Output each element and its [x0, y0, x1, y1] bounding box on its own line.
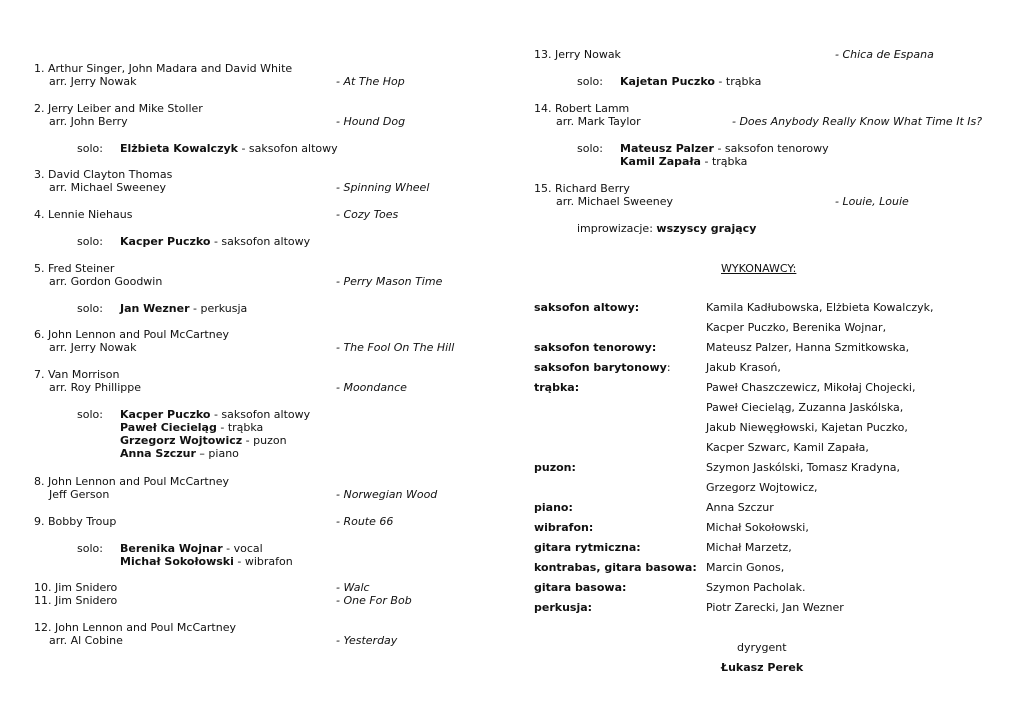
performer-instrument [534, 581, 626, 594]
soloist-name: Anna Szczur [120, 447, 196, 460]
program-item-composer: 6. John Lennon and Poul McCartney [34, 328, 229, 341]
performer-names: Grzegorz Wojtowicz, [706, 481, 818, 494]
soloist-instrument: - saksofon altowy [210, 408, 311, 421]
soloist-instrument: - saksofon tenorowy [713, 142, 829, 155]
program-item-title: - Chica de Espana [835, 48, 934, 61]
soloist-instrument: – piano [195, 447, 239, 460]
soloist-instrument: - puzon [242, 434, 287, 447]
performer-instrument [534, 381, 579, 394]
soloist-instrument: - perkusja [189, 302, 248, 315]
improvisation-line [577, 222, 756, 235]
solo-label: solo: [577, 75, 603, 88]
program-item-composer: 3. David Clayton Thomas [34, 168, 173, 181]
soloist-instrument: - trąbka [700, 155, 748, 168]
performer-instrument-name: saksofon barytonowy [534, 361, 667, 374]
performer-instrument [534, 521, 593, 534]
program-item-composer: 14. Robert Lamm [534, 102, 630, 115]
performer-instrument-suffix: : [666, 361, 671, 374]
soloist-entry [620, 75, 761, 88]
performer-instrument [534, 301, 639, 314]
program-item-composer: 9. Bobby Troup [34, 515, 117, 528]
conductor-name: Łukasz Perek [721, 661, 804, 674]
soloist-name: Kacper Puczko [120, 408, 211, 421]
soloist-entry [120, 421, 263, 434]
performer-instrument [534, 341, 656, 354]
solo-label: solo: [77, 302, 103, 315]
soloist-instrument: - wibrafon [233, 555, 293, 568]
soloist-entry [120, 434, 287, 447]
program-item-composer: 2. Jerry Leiber and Mike Stoller [34, 102, 203, 115]
program-item-composer: 5. Fred Steiner [34, 262, 115, 275]
program-item-arranger: arr. Michael Sweeney [49, 181, 166, 194]
performer-instrument-name: saksofon tenorowy: [534, 341, 657, 354]
program-item-composer: 8. John Lennon and Poul McCartney [34, 475, 229, 488]
program-item-title: - Norwegian Wood [336, 488, 438, 501]
performer-instrument [534, 561, 697, 574]
soloist-instrument: - trąbka [216, 421, 264, 434]
performer-names: Kamila Kadłubowska, Elżbieta Kowalczyk, [706, 301, 934, 314]
soloist-name: Berenika Wojnar [120, 542, 223, 555]
improv-label: improwizacje: [577, 222, 657, 235]
solo-label: solo: [577, 142, 603, 155]
soloist-name: Elżbieta Kowalczyk [120, 142, 238, 155]
conductor-label: dyrygent [737, 641, 787, 654]
soloist-entry [120, 447, 239, 460]
soloist-entry [120, 542, 263, 555]
performer-names: Marcin Gonos, [706, 561, 785, 574]
solo-label: solo: [77, 235, 103, 248]
performer-names: Piotr Zarecki, Jan Wezner [706, 601, 844, 614]
performer-names: Jakub Niewęgłowski, Kajetan Puczko, [706, 421, 908, 434]
soloist-name: Grzegorz Wojtowicz [120, 434, 243, 447]
performer-instrument-name: saksofon altowy: [534, 301, 640, 314]
program-item-title: - Hound Dog [336, 115, 406, 128]
performer-names: Kacper Puczko, Berenika Wojnar, [706, 321, 887, 334]
performer-names: Paweł Ciecieląg, Zuzanna Jaskólska, [706, 401, 904, 414]
program-item-title: - Walc [336, 581, 370, 594]
performer-names: Kacper Szwarc, Kamil Zapała, [706, 441, 869, 454]
program-item-composer: 12. John Lennon and Poul McCartney [34, 621, 236, 634]
performer-instrument-name: kontrabas, gitara basowa: [534, 561, 697, 574]
soloist-name: Kajetan Puczko [620, 75, 715, 88]
program-item-arranger: arr. John Berry [49, 115, 128, 128]
performer-instrument [534, 601, 592, 614]
soloist-entry [120, 142, 338, 155]
performer-instrument-name: wibrafon: [534, 521, 594, 534]
performer-instrument-name: trąbka: [534, 381, 580, 394]
soloist-entry [120, 408, 310, 421]
soloist-instrument: - saksofon altowy [237, 142, 338, 155]
performer-names: Mateusz Palzer, Hanna Szmitkowska, [706, 341, 910, 354]
soloist-entry [620, 155, 747, 168]
solo-label: solo: [77, 142, 103, 155]
performer-names: Paweł Chaszczewicz, Mikołaj Chojecki, [706, 381, 916, 394]
program-item-title: - The Fool On The Hill [336, 341, 455, 354]
program-item-arranger: arr. Mark Taylor [556, 115, 641, 128]
soloist-name: Jan Wezner [120, 302, 190, 315]
program-item-arranger: arr. Al Cobine [49, 634, 123, 647]
soloist-instrument: - trąbka [714, 75, 762, 88]
program-item-composer: 13. Jerry Nowak [534, 48, 621, 61]
soloist-entry [620, 142, 829, 155]
solo-label: solo: [77, 408, 103, 421]
performer-names: Szymon Pacholak. [706, 581, 806, 594]
program-item-title: - Moondance [336, 381, 407, 394]
program-item-title: - Route 66 [336, 515, 394, 528]
soloist-name: Michał Sokołowski [120, 555, 234, 568]
soloist-name: Kamil Zapała [620, 155, 701, 168]
program-item-arranger: arr. Gordon Goodwin [49, 275, 163, 288]
performer-instrument-name: perkusja: [534, 601, 593, 614]
program-item-title: - Does Anybody Really Know What Time It Is? [732, 115, 983, 128]
program-item-title: - Cozy Toes [336, 208, 399, 221]
program-item-arranger: Jeff Gerson [49, 488, 110, 501]
soloist-entry [120, 235, 310, 248]
soloist-entry [120, 555, 293, 568]
soloist-instrument: - vocal [222, 542, 263, 555]
program-item-arranger: arr. Roy Phillippe [49, 381, 142, 394]
program-item-title: - Yesterday [336, 634, 398, 647]
program-item-composer: 1. Arthur Singer, John Madara and David White [34, 62, 293, 75]
program-item-arranger: arr. Jerry Nowak [49, 75, 137, 88]
performer-instrument [534, 501, 573, 514]
soloist-name: Mateusz Palzer [620, 142, 714, 155]
soloist-instrument: - saksofon altowy [210, 235, 311, 248]
program-item-title: - Spinning Wheel [336, 181, 430, 194]
program-item-composer: 7. Van Morrison [34, 368, 120, 381]
performer-names: Michał Sokołowski, [706, 521, 809, 534]
performer-instrument [534, 361, 671, 374]
improv-value: wszyscy grający [656, 222, 757, 235]
performer-instrument-name: puzon: [534, 461, 576, 474]
program-item-title: - Louie, Louie [835, 195, 909, 208]
program-item-composer: 11. Jim Snidero [34, 594, 118, 607]
program-item-title: - Perry Mason Time [336, 275, 443, 288]
program-item-composer: 15. Richard Berry [534, 182, 630, 195]
solo-label: solo: [77, 542, 103, 555]
soloist-name: Kacper Puczko [120, 235, 211, 248]
performer-instrument [534, 541, 641, 554]
performer-instrument-name: gitara basowa: [534, 581, 627, 594]
soloist-name: Paweł Ciecieląg [120, 421, 217, 434]
program-item-title: - At The Hop [336, 75, 405, 88]
performers-heading: WYKONAWCY: [721, 262, 797, 275]
performer-names: Szymon Jaskólski, Tomasz Kradyna, [706, 461, 901, 474]
performer-instrument [534, 461, 576, 474]
performer-names: Jakub Krasoń, [706, 361, 781, 374]
performer-names: Michał Marzetz, [706, 541, 792, 554]
performer-names: Anna Szczur [706, 501, 774, 514]
program-item-title: - One For Bob [336, 594, 412, 607]
soloist-entry [120, 302, 247, 315]
performer-instrument-name: piano: [534, 501, 573, 514]
program-item-composer: 4. Lennie Niehaus [34, 208, 133, 221]
performer-instrument-name: gitara rytmiczna: [534, 541, 641, 554]
program-item-arranger: arr. Jerry Nowak [49, 341, 137, 354]
program-item-arranger: arr. Michael Sweeney [556, 195, 673, 208]
program-item-composer: 10. Jim Snidero [34, 581, 118, 594]
